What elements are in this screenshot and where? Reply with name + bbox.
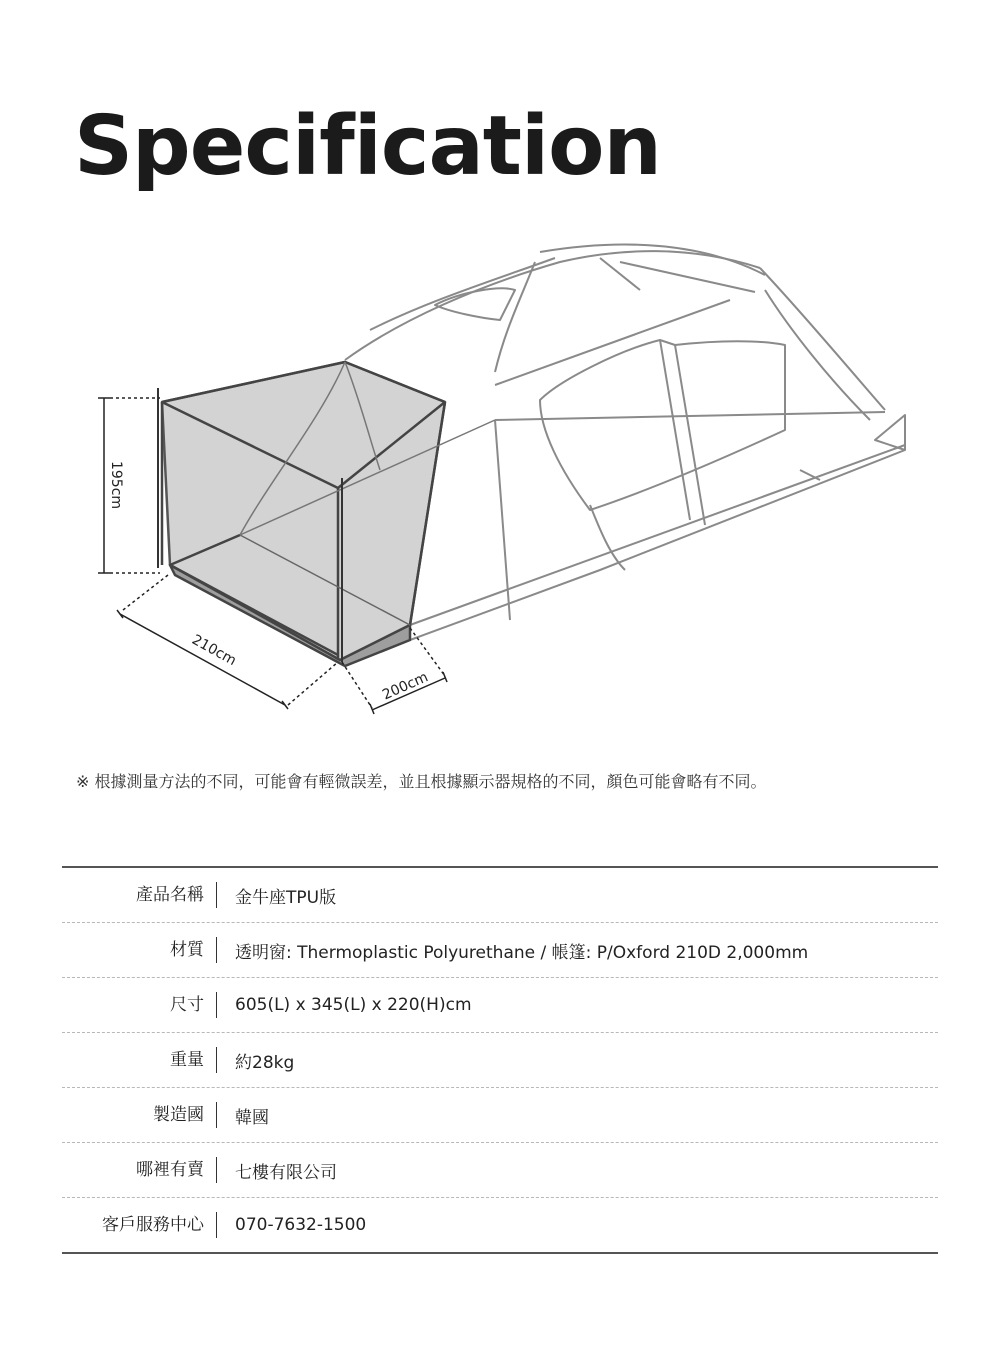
front-extension xyxy=(162,362,445,666)
length-dimension-label: 210cm xyxy=(189,631,239,670)
spec-row xyxy=(62,923,938,978)
spec-label: 客戶服務中心 xyxy=(62,1212,217,1238)
spec-label: 製造國 xyxy=(62,1102,217,1128)
spec-row xyxy=(62,1198,938,1252)
tent-dimension-diagram xyxy=(0,230,1000,730)
spec-value: 070-7632-1500 xyxy=(235,1215,367,1235)
spec-row xyxy=(62,1033,938,1088)
spec-value: 605(L) x 345(L) x 220(H)cm xyxy=(235,995,472,1015)
spec-value: 金牛座TPU版 xyxy=(235,887,337,908)
spec-value: 七樓有限公司 xyxy=(235,1162,337,1183)
spec-value: 透明窗: Thermoplastic Polyurethane / 帳篷: P/Oxford 210D 2,000mm xyxy=(235,942,809,963)
spec-label: 尺寸 xyxy=(62,992,217,1018)
height-dimension-label: 195cm xyxy=(108,460,124,510)
spec-value: 韓國 xyxy=(235,1107,269,1128)
spec-table xyxy=(62,866,938,1254)
spec-row xyxy=(62,1088,938,1143)
disclaimer-note: ※ 根據測量方法的不同，可能會有輕微誤差，並且根據顯示器規格的不同，顏色可能會略有不同。 xyxy=(76,772,767,791)
spec-value: 約28kg xyxy=(235,1052,295,1073)
page-title: Specification xyxy=(74,99,661,194)
spec-row xyxy=(62,1143,938,1198)
spec-label: 產品名稱 xyxy=(62,882,217,908)
spec-row xyxy=(62,978,938,1033)
spec-label: 材質 xyxy=(62,937,217,963)
spec-label: 重量 xyxy=(62,1047,217,1073)
spec-label: 哪裡有賣 xyxy=(62,1157,217,1183)
spec-row xyxy=(62,868,938,923)
width-dimension-label: 200cm xyxy=(380,669,431,704)
